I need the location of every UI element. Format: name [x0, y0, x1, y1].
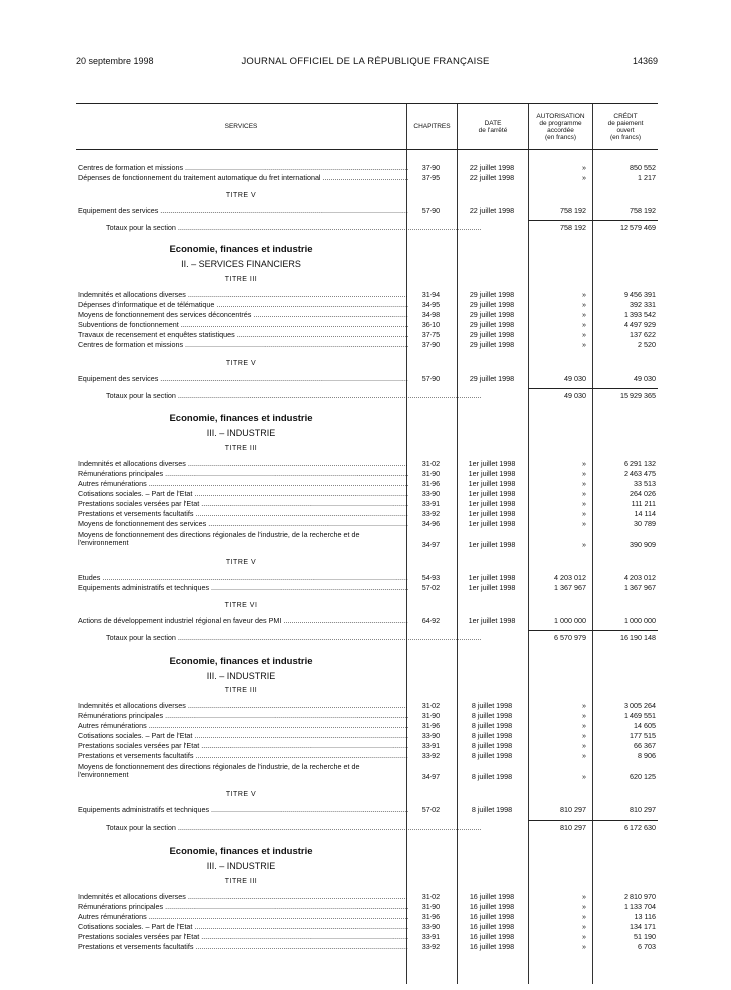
credit-total: 12 579 469 — [620, 223, 656, 232]
autorisation-cell: » — [582, 173, 586, 182]
chapitre-cell: 34-97 — [421, 540, 441, 549]
chapitre-cell: 34-96 — [421, 519, 441, 528]
credit-cell: 134 171 — [630, 922, 656, 931]
credit-cell: 2 463 475 — [624, 469, 656, 478]
date-cell: 29 juillet 1998 — [469, 310, 515, 319]
service-cell: Autres rémunérations ..... — [78, 722, 408, 730]
titre-label: TITRE III — [224, 878, 258, 885]
date-cell: 16 juillet 1998 — [469, 902, 515, 911]
credit-cell: 1 469 551 — [624, 711, 656, 720]
totals-label: Totaux pour la section ..... — [106, 224, 481, 232]
autorisation-cell: » — [582, 320, 586, 329]
chapitre-cell: 33-92 — [421, 509, 441, 518]
autorisation-cell: » — [582, 731, 586, 740]
titre-label: TITRE III — [224, 445, 258, 452]
header-rule — [76, 149, 658, 150]
autorisation-cell: 758 192 — [560, 206, 586, 215]
date-cell: 16 juillet 1998 — [469, 932, 515, 941]
service-cell: Actions de développement industriel régional en faveur des PMI ..... — [78, 617, 408, 625]
date-cell: 1er juillet 1998 — [468, 540, 516, 549]
service-cell: Moyens de fonctionnement des directions régionales de l'industrie, de la recherche et de l'environnement — [78, 763, 360, 779]
service-cell: Dépenses de fonctionnement du traitement automatique du fret international ..... — [78, 174, 408, 182]
date-cell: 8 juillet 1998 — [471, 701, 513, 710]
chapitre-cell: 64-92 — [421, 616, 441, 625]
date-cell: 16 juillet 1998 — [469, 892, 515, 901]
service-cell: Prestations sociales versées par l'Etat ..... — [78, 933, 408, 941]
credit-cell: 392 331 — [630, 300, 656, 309]
chapitre-cell: 37-90 — [421, 163, 441, 172]
titre-label: TITRE VI — [224, 602, 258, 609]
date-cell: 22 juillet 1998 — [469, 206, 515, 215]
section-subtitle: II. – SERVICES FINANCIERS — [181, 259, 301, 269]
autorisation-total: 758 192 — [560, 223, 586, 232]
autorisation-cell: » — [582, 459, 586, 468]
section-title: Economie, finances et industrie — [169, 846, 313, 857]
service-cell: Equipements administratifs et techniques ..... — [78, 584, 408, 592]
service-cell: Autres rémunérations ..... — [78, 480, 408, 488]
titre-label: TITRE III — [224, 687, 258, 694]
titre-label: TITRE V — [225, 559, 257, 566]
date-cell: 29 juillet 1998 — [469, 290, 515, 299]
chapitre-cell: 31-90 — [421, 469, 441, 478]
credit-cell: 3 005 264 — [624, 701, 656, 710]
autorisation-cell: 49 030 — [564, 374, 586, 383]
credit-cell: 4 203 012 — [624, 573, 656, 582]
chapitre-cell: 31-02 — [421, 892, 441, 901]
chapitre-cell: 37-75 — [421, 330, 441, 339]
autorisation-cell: 1 000 000 — [554, 616, 586, 625]
section-subtitle: III. – INDUSTRIE — [206, 671, 276, 681]
date-cell: 8 juillet 1998 — [471, 751, 513, 760]
section-subtitle: III. – INDUSTRIE — [206, 428, 276, 438]
autorisation-cell: » — [582, 499, 586, 508]
autorisation-cell: » — [582, 751, 586, 760]
autorisation-cell: » — [582, 892, 586, 901]
appropriations-table — [76, 103, 658, 984]
autorisation-total: 6 570 979 — [554, 633, 586, 642]
service-cell: Indemnités et allocations diverses ..... — [78, 460, 408, 468]
page-date: 20 septembre 1998 — [76, 56, 154, 66]
date-cell: 29 juillet 1998 — [469, 374, 515, 383]
service-cell: Rémunérations principales ..... — [78, 712, 408, 720]
page-number: 14369 — [632, 56, 658, 66]
autorisation-cell: » — [582, 932, 586, 941]
service-cell: Cotisations sociales. – Part de l'Etat ..... — [78, 732, 408, 740]
credit-cell: 8 906 — [638, 751, 656, 760]
date-cell: 1er juillet 1998 — [468, 616, 516, 625]
chapitre-cell: 33-91 — [421, 932, 441, 941]
credit-cell: 14 605 — [634, 721, 656, 730]
chapitre-cell: 36-10 — [421, 320, 441, 329]
autorisation-cell: » — [582, 509, 586, 518]
credit-cell: 1 133 704 — [624, 902, 656, 911]
credit-cell: 758 192 — [630, 206, 656, 215]
date-cell: 1er juillet 1998 — [468, 459, 516, 468]
chapitre-cell: 33-90 — [421, 731, 441, 740]
section-title: Economie, finances et industrie — [169, 413, 313, 424]
credit-cell: 390 909 — [630, 540, 656, 549]
credit-total: 15 929 365 — [620, 391, 656, 400]
service-cell: Rémunérations principales ..... — [78, 470, 408, 478]
date-cell: 16 juillet 1998 — [469, 922, 515, 931]
chapitre-cell: 31-96 — [421, 479, 441, 488]
credit-cell: 6 291 132 — [624, 459, 656, 468]
totals-label: Totaux pour la section ..... — [106, 824, 481, 832]
section-subtitle: III. – INDUSTRIE — [206, 861, 276, 871]
column-header-autorisation: AUTORISATION de programme accordée (en francs) — [536, 112, 585, 141]
date-cell: 29 juillet 1998 — [469, 340, 515, 349]
column-header-chapitres: CHAPITRES — [413, 123, 451, 130]
chapitre-cell: 31-90 — [421, 902, 441, 911]
credit-cell: 30 789 — [634, 519, 656, 528]
chapitre-cell: 31-02 — [421, 459, 441, 468]
service-cell: Indemnités et allocations diverses ..... — [78, 702, 408, 710]
service-cell: Subventions de fonctionnement ..... — [78, 321, 408, 329]
autorisation-total: 810 297 — [560, 823, 586, 832]
autorisation-cell: » — [582, 489, 586, 498]
credit-cell: 51 190 — [634, 932, 656, 941]
service-cell: Centres de formation et missions ..... — [78, 341, 408, 349]
autorisation-cell: » — [582, 519, 586, 528]
service-cell: Centres de formation et missions ..... — [78, 164, 408, 172]
chapitre-cell: 33-90 — [421, 489, 441, 498]
total-rule — [528, 220, 658, 221]
column-header-date: DATE de l'arrêté — [478, 119, 508, 134]
chapitre-cell: 33-91 — [421, 499, 441, 508]
date-cell: 1er juillet 1998 — [468, 479, 516, 488]
autorisation-cell: » — [582, 330, 586, 339]
credit-cell: 9 456 391 — [624, 290, 656, 299]
chapitre-cell: 33-92 — [421, 942, 441, 951]
autorisation-cell: » — [582, 902, 586, 911]
chapitre-cell: 31-96 — [421, 721, 441, 730]
autorisation-cell: » — [582, 922, 586, 931]
chapitre-cell: 33-90 — [421, 922, 441, 931]
autorisation-total: 49 030 — [564, 391, 586, 400]
autorisation-cell: » — [582, 300, 586, 309]
journal-title: JOURNAL OFFICIEL DE LA RÉPUBLIQUE FRANÇAISE — [241, 56, 490, 67]
credit-cell: 1 393 542 — [624, 310, 656, 319]
service-cell: Dépenses d'informatique et de télématique ..... — [78, 301, 408, 309]
autorisation-cell: 810 297 — [560, 805, 586, 814]
titre-label: TITRE III — [224, 276, 258, 283]
service-cell: Prestations sociales versées par l'Etat ..... — [78, 500, 408, 508]
date-cell: 1er juillet 1998 — [468, 489, 516, 498]
credit-cell: 2 810 970 — [624, 892, 656, 901]
date-cell: 22 juillet 1998 — [469, 163, 515, 172]
service-cell: Equipement des services ..... — [78, 207, 408, 215]
credit-cell: 111 211 — [631, 499, 656, 508]
credit-cell: 14 114 — [634, 509, 656, 518]
service-cell: Moyens de fonctionnement des services déconcentrés ..... — [78, 311, 408, 319]
column-header-services: SERVICES — [224, 123, 258, 130]
totals-label: Totaux pour la section ..... — [106, 392, 481, 400]
date-cell: 1er juillet 1998 — [468, 469, 516, 478]
service-cell: Indemnités et allocations diverses ..... — [78, 893, 408, 901]
service-cell: Moyens de fonctionnement des directions régionales de l'industrie, de la recherche et de l'environnement — [78, 531, 360, 547]
chapitre-cell: 34-95 — [421, 300, 441, 309]
credit-total: 6 172 630 — [624, 823, 656, 832]
autorisation-cell: » — [582, 711, 586, 720]
titre-label: TITRE V — [225, 360, 257, 367]
date-cell: 29 juillet 1998 — [469, 330, 515, 339]
autorisation-cell: » — [582, 912, 586, 921]
credit-cell: 620 125 — [630, 772, 656, 781]
autorisation-cell: » — [582, 479, 586, 488]
chapitre-cell: 57-02 — [421, 583, 441, 592]
service-cell: Equipement des services ..... — [78, 375, 408, 383]
chapitre-cell: 57-90 — [421, 206, 441, 215]
date-cell: 8 juillet 1998 — [471, 805, 513, 814]
autorisation-cell: 4 203 012 — [554, 573, 586, 582]
chapitre-cell: 34-97 — [421, 772, 441, 781]
credit-cell: 264 026 — [630, 489, 656, 498]
autorisation-cell: » — [582, 772, 586, 781]
date-cell: 22 juillet 1998 — [469, 173, 515, 182]
autorisation-cell: » — [582, 721, 586, 730]
date-cell: 29 juillet 1998 — [469, 300, 515, 309]
date-cell: 16 juillet 1998 — [469, 942, 515, 951]
credit-cell: 1 367 967 — [624, 583, 656, 592]
service-cell: Equipements administratifs et techniques ..... — [78, 806, 408, 814]
credit-cell: 6 703 — [638, 942, 656, 951]
column-header-credit: CRÉDIT de paiement ouvert (en francs) — [607, 112, 644, 141]
service-cell: Cotisations sociales. – Part de l'Etat ..... — [78, 923, 408, 931]
credit-cell: 4 497 929 — [624, 320, 656, 329]
total-rule — [528, 388, 658, 389]
section-title: Economie, finances et industrie — [169, 656, 313, 667]
autorisation-cell: » — [582, 310, 586, 319]
credit-cell: 33 513 — [634, 479, 656, 488]
date-cell: 8 juillet 1998 — [471, 772, 513, 781]
autorisation-cell: » — [582, 290, 586, 299]
titre-label: TITRE V — [225, 791, 257, 798]
autorisation-cell: 1 367 967 — [554, 583, 586, 592]
credit-cell: 2 520 — [638, 340, 656, 349]
date-cell: 1er juillet 1998 — [468, 573, 516, 582]
chapitre-cell: 31-90 — [421, 711, 441, 720]
service-cell: Prestations et versements facultatifs ..... — [78, 510, 408, 518]
chapitre-cell: 31-96 — [421, 912, 441, 921]
chapitre-cell: 37-90 — [421, 340, 441, 349]
service-cell: Prestations sociales versées par l'Etat ..... — [78, 742, 408, 750]
date-cell: 1er juillet 1998 — [468, 583, 516, 592]
date-cell: 8 juillet 1998 — [471, 721, 513, 730]
credit-cell: 13 116 — [634, 912, 656, 921]
service-cell: Cotisations sociales. – Part de l'Etat ..... — [78, 490, 408, 498]
chapitre-cell: 31-02 — [421, 701, 441, 710]
service-cell: Rémunérations principales ..... — [78, 903, 408, 911]
chapitre-cell: 34-98 — [421, 310, 441, 319]
chapitre-cell: 33-91 — [421, 741, 441, 750]
date-cell: 1er juillet 1998 — [468, 519, 516, 528]
service-cell: Prestations et versements facultatifs ..... — [78, 943, 408, 951]
credit-cell: 1 000 000 — [624, 616, 656, 625]
service-cell: Travaux de recensement et enquêtes statistiques ..... — [78, 331, 408, 339]
service-cell: Indemnités et allocations diverses ..... — [78, 291, 408, 299]
chapitre-cell: 33-92 — [421, 751, 441, 760]
autorisation-cell: » — [582, 942, 586, 951]
date-cell: 16 juillet 1998 — [469, 912, 515, 921]
section-title: Economie, finances et industrie — [169, 244, 313, 255]
chapitre-cell: 31-94 — [421, 290, 441, 299]
autorisation-cell: » — [582, 340, 586, 349]
chapitre-cell: 57-90 — [421, 374, 441, 383]
service-cell: Autres rémunérations ..... — [78, 913, 408, 921]
date-cell: 8 juillet 1998 — [471, 731, 513, 740]
autorisation-cell: » — [582, 469, 586, 478]
autorisation-cell: » — [582, 163, 586, 172]
chapitre-cell: 57-02 — [421, 805, 441, 814]
autorisation-cell: » — [582, 701, 586, 710]
autorisation-cell: » — [582, 741, 586, 750]
chapitre-cell: 54-93 — [421, 573, 441, 582]
credit-cell: 49 030 — [634, 374, 656, 383]
totals-label: Totaux pour la section ..... — [106, 634, 481, 642]
chapitre-cell: 37-95 — [421, 173, 441, 182]
date-cell: 1er juillet 1998 — [468, 499, 516, 508]
titre-label: TITRE V — [225, 192, 257, 199]
total-rule — [528, 820, 658, 821]
credit-cell: 1 217 — [638, 173, 656, 182]
service-cell: Etudes ..... — [78, 574, 408, 582]
autorisation-cell: » — [582, 540, 586, 549]
date-cell: 1er juillet 1998 — [468, 509, 516, 518]
total-rule — [528, 630, 658, 631]
date-cell: 29 juillet 1998 — [469, 320, 515, 329]
service-cell: Prestations et versements facultatifs ..... — [78, 752, 408, 760]
credit-cell: 66 367 — [634, 741, 656, 750]
credit-cell: 137 622 — [630, 330, 656, 339]
credit-cell: 177 515 — [630, 731, 656, 740]
credit-cell: 850 552 — [630, 163, 656, 172]
credit-cell: 810 297 — [630, 805, 656, 814]
date-cell: 8 juillet 1998 — [471, 711, 513, 720]
date-cell: 8 juillet 1998 — [471, 741, 513, 750]
credit-total: 16 190 148 — [620, 633, 656, 642]
service-cell: Moyens de fonctionnement des services ..... — [78, 520, 408, 528]
